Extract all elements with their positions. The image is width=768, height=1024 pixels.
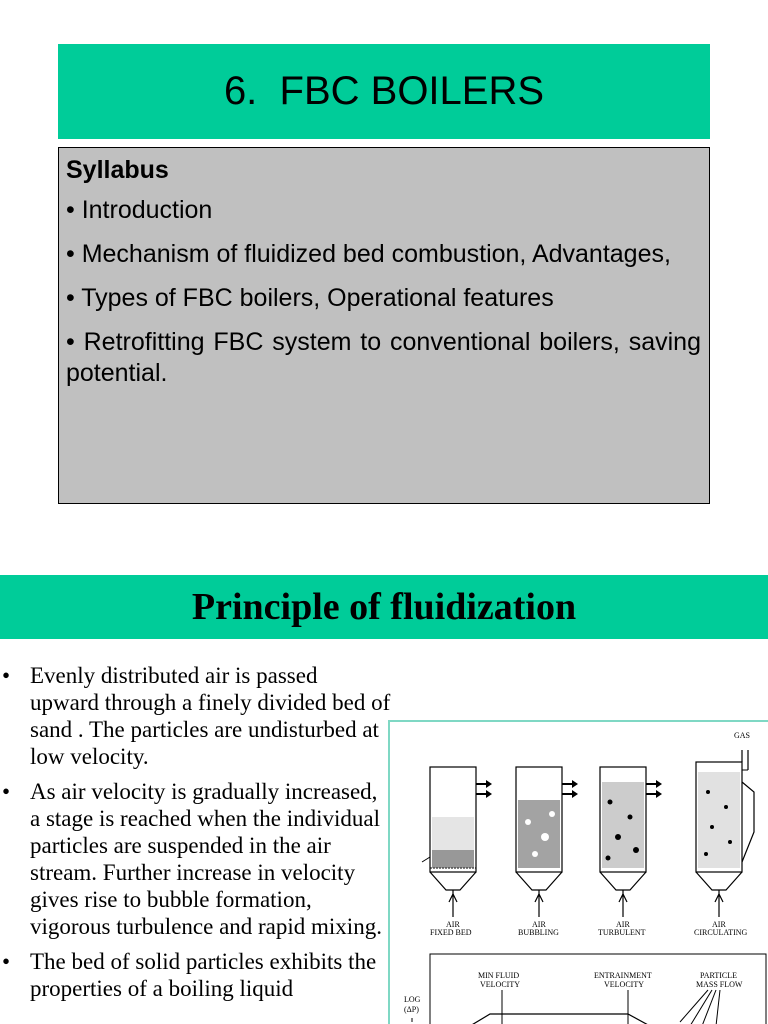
particle-pointer [680, 990, 708, 1022]
particle-label: PARTICLE [700, 971, 738, 980]
turbulent-bed-column [600, 767, 662, 917]
bullet-text: The bed of solid particles exhibits the properties of a boiling liquid [30, 949, 377, 1001]
bullet-text: Evenly distributed air is passed upward through a finely divided bed of sand . The particles are undisturbed at low velocity. [30, 663, 391, 769]
graph-y-axis-sublabel: (ΔP) [404, 1005, 419, 1014]
entrainment-label-2: VELOCITY [604, 980, 644, 989]
gas-label: GAS [734, 731, 751, 740]
air-label: AIR [532, 920, 546, 929]
bullet-item [0, 778, 392, 940]
circulating-label: CIRCULATING [694, 928, 748, 937]
air-label: AIR [446, 920, 460, 929]
min-fluid-label: MIN FLUID [478, 971, 520, 980]
section-title: Principle of fluidization [0, 575, 768, 639]
particle-pointer [716, 990, 720, 1024]
circulating-bed-column [696, 750, 754, 917]
bullet-marker: • [2, 779, 11, 804]
min-fluid-label-2: VELOCITY [480, 980, 520, 989]
entrainment-label: ENTRAINMENT [594, 971, 652, 980]
bullet-marker: • [2, 949, 11, 974]
bubbling-bed-column [516, 767, 578, 917]
slide-title: 6. FBC BOILERS [58, 44, 710, 139]
turbulent-label: TURBULENT [598, 928, 646, 937]
bullet-text: As air velocity is gradually increased, a stage is reached when the individual particles are suspended in the air stream. Further increase in velocity gives rise to bubble formation, vigorous turbulence and rapid mixing. [30, 779, 382, 939]
graph-y-axis-label: LOG [404, 995, 421, 1004]
syllabus-box [58, 147, 710, 504]
syllabus-heading: Syllabus [66, 156, 169, 184]
pressure-drop-curve [470, 1014, 650, 1024]
particle-label-2: MASS FLOW [696, 980, 743, 989]
fluidization-diagram [390, 722, 768, 1024]
bullet-item [0, 662, 392, 770]
bullet-marker: • [2, 663, 11, 688]
bubbling-label: BUBBLING [518, 928, 559, 937]
syllabus-item-types: • Types of FBC boilers, Operational features [66, 284, 554, 312]
syllabus-item-retrofitting: • Retrofitting FBC system to conventional boilers, saving potential. [66, 328, 701, 387]
bullet-list [0, 662, 392, 1024]
syllabus-item-introduction: • Introduction [66, 196, 213, 224]
syllabus-item-mechanism: • Mechanism of fluidized bed combustion, Advantages, [66, 240, 671, 268]
fixed-bed-label: FIXED BED [430, 928, 472, 937]
air-label: AIR [616, 920, 630, 929]
air-label: AIR [712, 920, 726, 929]
fixed-bed-column [422, 767, 492, 917]
bullet-item [0, 948, 392, 1002]
fluidization-figure [388, 720, 768, 1024]
